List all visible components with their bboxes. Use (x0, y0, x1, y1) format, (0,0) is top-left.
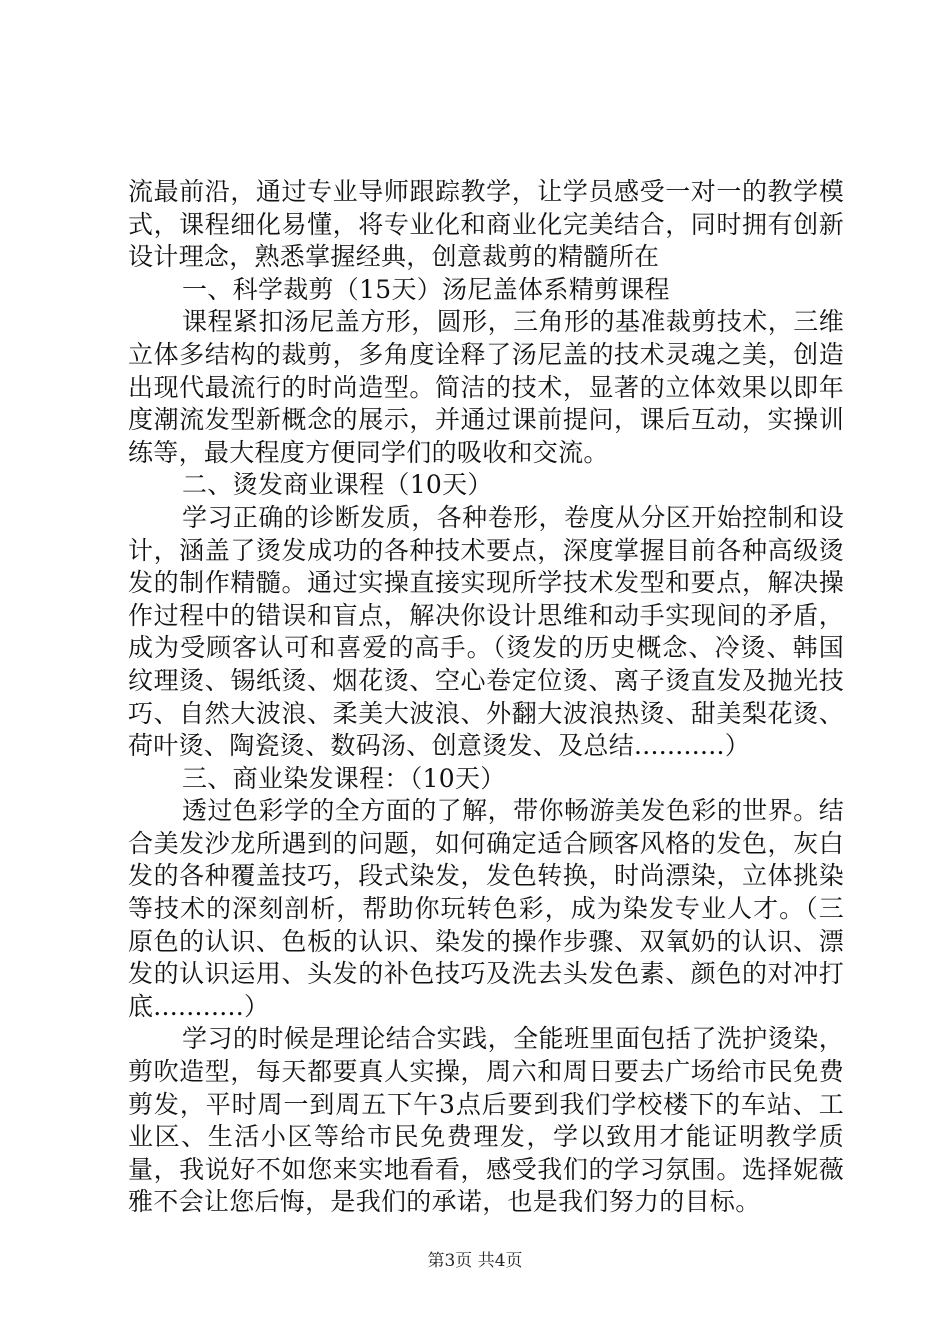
paragraph-intro-continuation: 流最前沿，通过专业导师跟踪教学，让学员感受一对一的教学模式，课程细化易懂，将专业化和商业化完美结合，同时拥有创新设计理念，熟悉掌握经典，创意裁剪的精髓所在 (128, 177, 844, 272)
paragraph-coloring: 透过色彩学的全方面的了解，带你畅游美发色彩的世界。结合美发沙龙所遇到的问题，如何确定适合顾客风格的发色，灰白发的各种覆盖技巧，段式染发，发色转换，时尚漂染，立体挑染等技术的深刻剖析，帮助你玩转色彩，成为染发专业人才。（三原色的认识、色板的认识、染发的操作步骤、双氧奶的认识、漂发的认识运用、头发的补色技巧及洗去头发色素、颜色的对冲打底...........） (128, 796, 844, 1021)
paragraph-cutting: 课程紧扣汤尼盖方形，圆形，三角形的基准裁剪技术，三维立体多结构的裁剪，多角度诠释了汤尼盖的技术灵魂之美，创造出现代最流行的时尚造型。简洁的技术，显著的立体效果以即年度潮流发型新概念的展示，并通过课前提问，课后互动，实操训练等，最大程度方便同学们的吸收和交流。 (128, 307, 844, 467)
document-body (128, 176, 844, 1219)
paragraph-practice: 学习的时候是理论结合实践，全能班里面包括了洗护烫染，剪吹造型，每天都要真人实操，周六和周日要去广场给市民免费剪发，平时周一到周五下午3点后要到我们学校楼下的车站、工业区、生活小区等给市民免费理发，学以致用才能证明教学质量，我说好不如您来实地看看，感受我们的学习氛围。选择妮薇雅不会让您后悔，是我们的承诺，也是我们努力的目标。 (128, 1024, 844, 1217)
section-heading-coloring: 三、商业染发课程：（10天） (182, 763, 506, 793)
paragraph-perm: 学习正确的诊断发质，各种卷形，卷度从分区开始控制和设计，涵盖了烫发成功的各种技术要点，深度掌握目前各种高级烫发的制作精髓。通过实操直接实现所学技术发型和要点，解决操作过程中的错误和盲点，解决你设计思维和动手实现间的矛盾，成为受顾客认可和喜爱的高手。（烫发的历史概念、冷烫、韩国纹理烫、锡纸烫、烟花烫、空心卷定位烫、离子烫直发及抛光技巧、自然大波浪、柔美大波浪、外翻大波浪热烫、甜美梨花烫、荷叶烫、陶瓷烫、数码汤、创意烫发、及总结...........） (128, 502, 844, 761)
page-footer: 第3页 共4页 (427, 1251, 523, 1271)
section-heading-cutting: 一、科学裁剪（15天）汤尼盖体系精剪课程 (182, 274, 670, 304)
section-heading-perm: 二、烫发商业课程（10天） (182, 470, 493, 500)
